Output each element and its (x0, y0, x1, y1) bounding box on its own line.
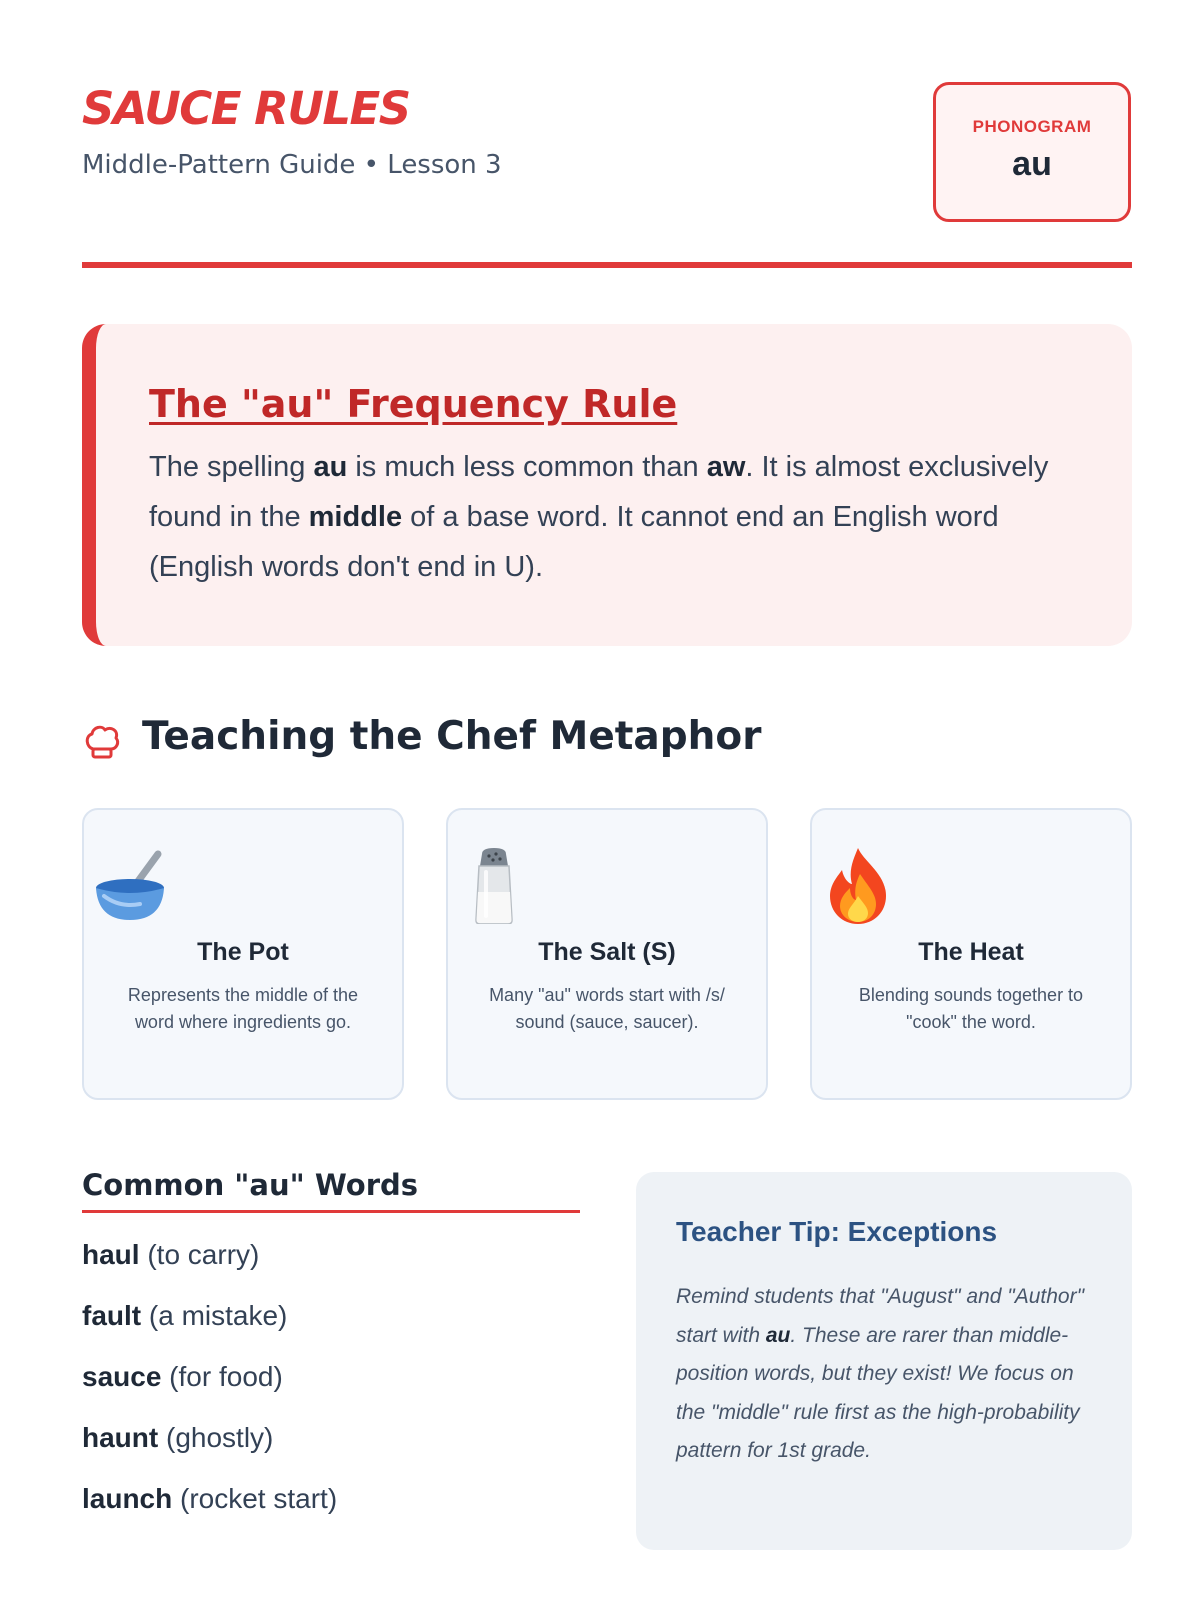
card-title: The Salt (S) (538, 938, 676, 966)
page-subtitle: Middle-Pattern Guide • Lesson 3 (82, 150, 502, 180)
list-item: sauce (for food) (82, 1361, 283, 1392)
card-pot (82, 808, 404, 1100)
fire-icon (812, 848, 904, 924)
rule-callout (82, 324, 1132, 646)
tip-bold-au: au (765, 1323, 791, 1347)
rule-bold-middle: middle (308, 501, 403, 533)
tip-text: Remind students that "August" and "Author" start with au. These are rarer than middle-position words, but they exist! We focus on the "middle" rule first as the high-probability pattern for 1st grade. (676, 1285, 1085, 1463)
tip-title: Teacher Tip: Exceptions (676, 1216, 998, 1247)
mixing-bowl-icon (84, 848, 176, 924)
rule-bold-aw: aw (706, 451, 746, 483)
phonogram-badge (933, 82, 1131, 222)
phonogram-label: PHONOGRAM (972, 117, 1092, 136)
list-item: haul (to carry) (82, 1239, 260, 1270)
teacher-tip-box (636, 1172, 1132, 1550)
card-salt (446, 808, 768, 1100)
list-item: haunt (ghostly) (82, 1422, 274, 1453)
card-title: The Heat (918, 938, 1024, 966)
header (82, 78, 1132, 268)
rule-bold-au: au (313, 451, 348, 483)
list-item: launch (rocket start) (82, 1483, 338, 1514)
words-title: Common "au" Words (82, 1168, 580, 1213)
page-title: SAUCE RULES (82, 82, 410, 135)
list-item: fault (a mistake) (82, 1300, 288, 1331)
card-description: Many "au" words start with /s/ sound (sauce, saucer). (489, 985, 725, 1032)
card-description: Blending sounds together to "cook" the word. (858, 985, 1084, 1032)
chef-hat-icon (82, 722, 122, 762)
header-divider (82, 262, 1132, 268)
card-heat (810, 808, 1132, 1100)
common-words-section (82, 1168, 580, 1540)
chef-section-title: Teaching the Chef Metaphor (142, 714, 762, 759)
phonogram-value: au (1012, 145, 1052, 183)
rule-title: The "au" Frequency Rule (149, 382, 678, 426)
word-list (82, 1235, 580, 1540)
metaphor-cards (82, 808, 1132, 1100)
card-title: The Pot (197, 938, 289, 966)
card-description: Represents the middle of the word where ingredients go. (127, 985, 359, 1032)
salt-shaker-icon (448, 848, 540, 924)
rule-text: The spelling au is much less common than aw. It is almost exclusively found in the middle of a base word. It cannot end an English word (English words don't end in U). (149, 451, 1049, 583)
